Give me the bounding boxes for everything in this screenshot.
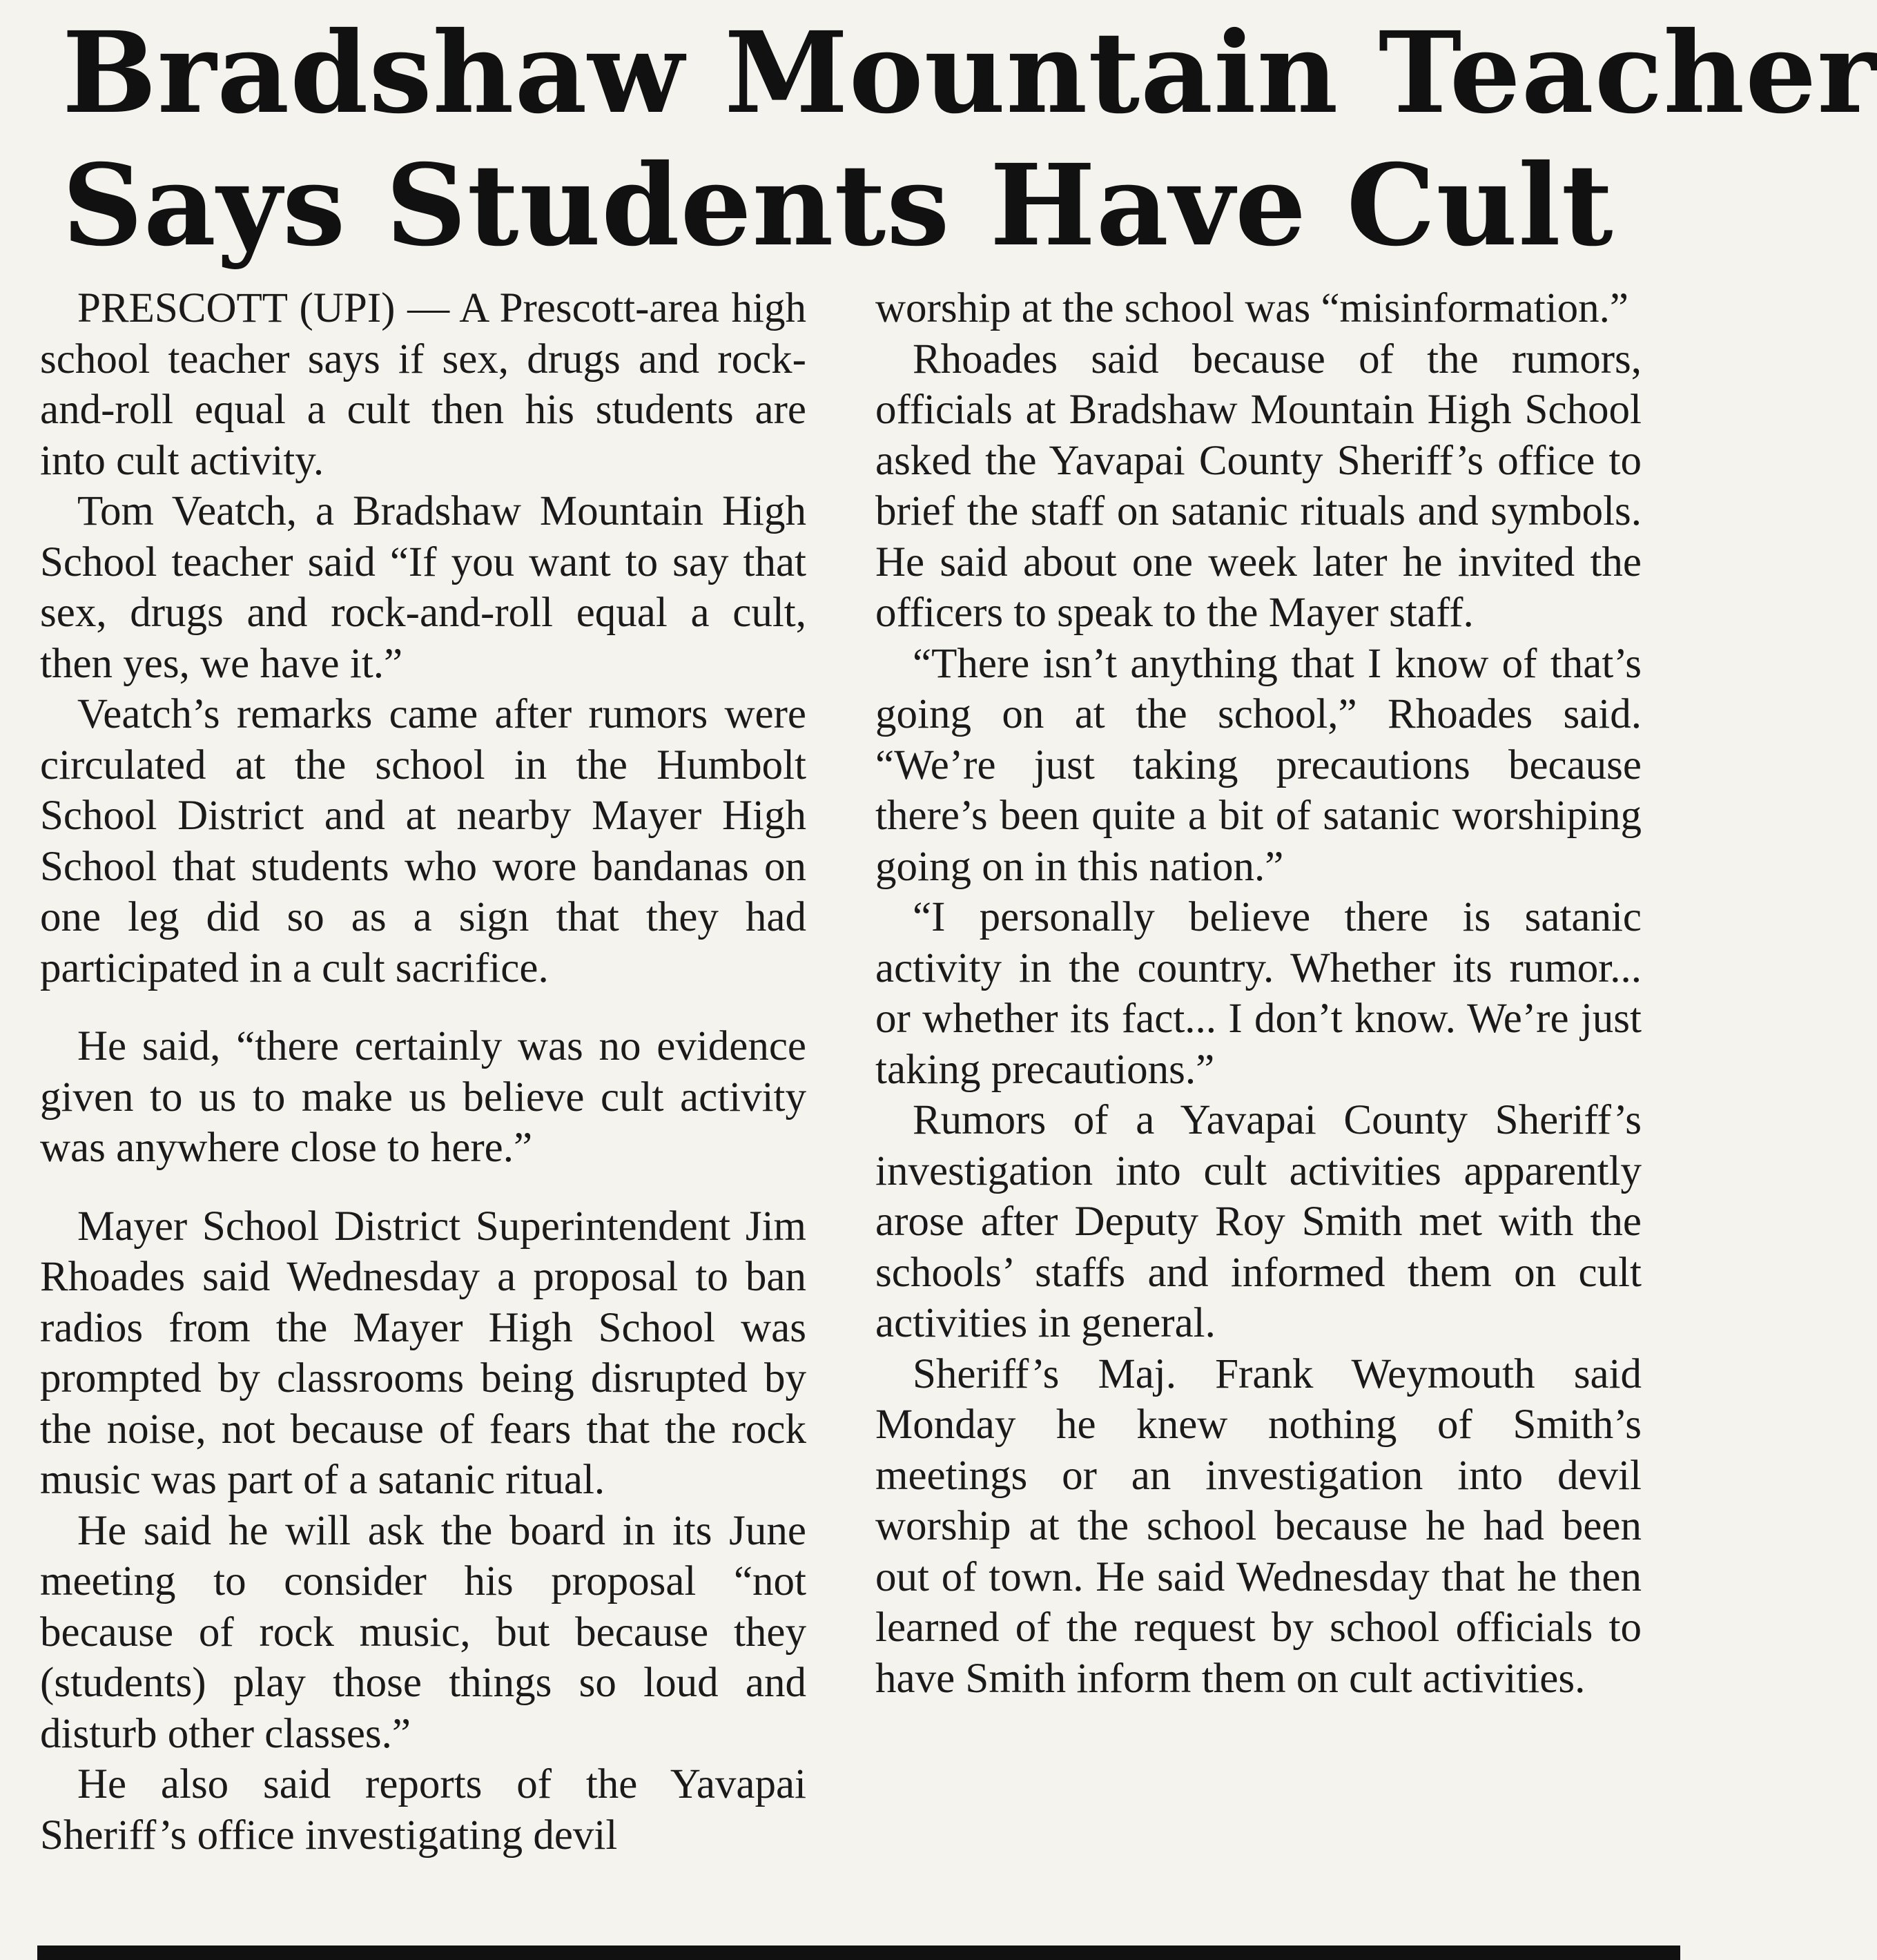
paragraph-rumors: Veatch’s remarks came after rumors were circulated at the school in the Humbolt School District and at nearby Mayer High School that students who wore bandanas on one leg did so as a sign that they had participated in a cult sacrifice. [40, 691, 806, 991]
paragraph-sheriff-reports: He also said reports of the Yavapai Sheriff’s office investigating devil [40, 1761, 806, 1859]
headline [62, 7, 1877, 272]
paragraph-dateline: PRESCOTT (UPI) — A Prescott-area high school teacher says if sex, drugs and rock-and-roll equal a cult then his students are into cult activity. [40, 285, 806, 484]
headline-line-2: Says Students Have Cult [62, 140, 1614, 271]
paragraph-board-proposal: He said he will ask the board in its June meeting to consider his proposal “not because of rock music, but because they (students) play those things so loud and disturb other classes.” [40, 1507, 806, 1757]
paragraph-weymouth: Sheriff’s Maj. Frank Weymouth said Monday he knew nothing of Smith’s meetings or an investigation into devil worship at the school because he had been out of town. He said Wednesday that he then learned of the request by school officials to have Smith inform them on cult activities. [875, 1350, 1642, 1702]
paragraph-veatch-quote: Tom Veatch, a Bradshaw Mountain High School teacher said “If you want to say that sex, drugs and rock-and-roll equal a cult, then yes, we have it.” [40, 488, 806, 687]
bottom-rule [37, 1946, 1680, 1960]
right-column [875, 283, 1642, 1704]
left-column [40, 283, 806, 1861]
paragraph-no-evidence: He said, “there certainly was no evidence given to us to make us believe cult activity was anywhere close to here.” [40, 1023, 806, 1171]
paragraph-continuation: worship at the school was “misinformation.” [875, 285, 1629, 331]
paragraph-precautions: “There isn’t anything that I know of that’s going on at the school,” Rhoades said. “We’re just taking precautions because there’s been quite a bit of satanic worshiping going on in this nation.” [875, 640, 1642, 890]
paragraph-staff-briefing: Rhoades said because of the rumors, officials at Bradshaw Mountain High School asked the Yavapai County Sheriff’s office to brief the staff on satanic rituals and symbols. He said about one week later he invited the officers to speak to the Mayer staff. [875, 336, 1642, 636]
headline-line-1: Bradshaw Mountain Teacher [62, 8, 1877, 139]
paragraph-radio-ban: Mayer School District Superintendent Jim Rhoades said Wednesday a proposal to ban radios from the Mayer High School was prompted by classrooms being disrupted by the noise, not because of fears that the rock music was part of a satanic ritual. [40, 1203, 806, 1503]
paragraph-belief: “I personally believe there is satanic activity in the country. Whether its rumor... or whether its fact... I don’t know. We’re just taking precautions.” [875, 894, 1642, 1093]
paragraph-deputy-smith: Rumors of a Yavapai County Sheriff’s investigation into cult activities apparently arose after Deputy Roy Smith met with the schools’ staffs and informed them on cult activities in general. [875, 1097, 1642, 1346]
